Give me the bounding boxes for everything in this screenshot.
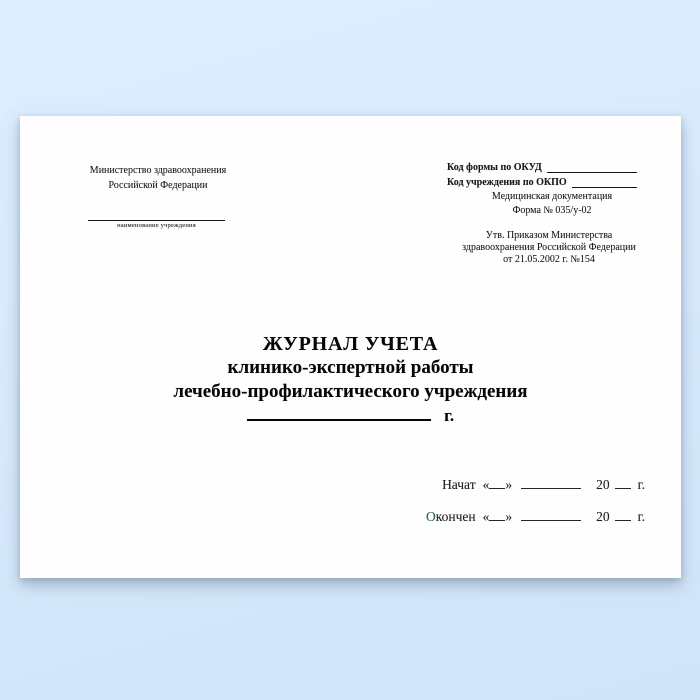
- dates-block: [426, 476, 645, 526]
- form-note-block: [457, 190, 647, 218]
- start-open-quote: «: [482, 477, 490, 492]
- end-month-blank-line: [521, 508, 581, 521]
- journal-year-line: [20, 404, 681, 428]
- start-date-label: Начат: [442, 477, 476, 492]
- okud-blank-line: [547, 160, 637, 173]
- codes-block: [447, 160, 637, 190]
- okpo-label: Код учреждения по ОКПО: [447, 177, 567, 188]
- end-close-quote: »: [505, 509, 513, 524]
- okpo-code-row: [447, 175, 637, 190]
- medical-documentation-label: Медицинская документация: [491, 191, 613, 202]
- approval-line-3: от 21.05.2002 г. №154: [503, 254, 595, 265]
- start-month-blank-line: [521, 476, 581, 489]
- start-date-row: [426, 476, 645, 494]
- end-century-prefix: 20: [596, 509, 610, 524]
- journal-title-line-3: лечебно-профилактического учреждения: [173, 381, 528, 402]
- start-century-prefix: 20: [596, 477, 610, 492]
- journal-title-line-2: клинико-экспертной работы: [227, 357, 474, 378]
- institution-name-blank-line: [88, 220, 225, 221]
- journal-title-line-1: ЖУРНАЛ УЧЕТА: [262, 333, 439, 355]
- end-year-blank-line: [615, 508, 631, 521]
- start-year-blank-line: [615, 476, 631, 489]
- approval-line-1: Утв. Приказом Министерства: [485, 230, 613, 241]
- ministry-block: [61, 163, 255, 193]
- okpo-blank-line: [572, 175, 637, 188]
- start-close-quote: »: [505, 477, 513, 492]
- journal-year-suffix: г.: [444, 406, 455, 425]
- journal-cover-page: [20, 116, 681, 578]
- approval-line-2: здравоохранения Российской Федерации: [462, 242, 636, 253]
- institution-caption: наименование учреждения: [117, 222, 196, 229]
- end-day-blank-line: [489, 508, 505, 521]
- start-day-blank-line: [489, 476, 505, 489]
- okud-label: Код формы по ОКУД: [447, 162, 542, 173]
- end-date-label: Окончен: [426, 509, 476, 524]
- institution-name-block: [88, 220, 225, 230]
- end-date-row: [426, 508, 645, 526]
- ministry-line-1: Министерство здравоохранения: [89, 165, 227, 176]
- journal-title-block: [20, 332, 681, 428]
- okud-code-row: [447, 160, 637, 175]
- journal-year-blank-line: [247, 405, 431, 421]
- end-open-quote: «: [482, 509, 490, 524]
- end-year-suffix: г.: [637, 509, 645, 524]
- form-number-label: Форма № 035/у-02: [512, 205, 592, 216]
- approval-block: [449, 230, 649, 266]
- start-year-suffix: г.: [637, 477, 645, 492]
- ministry-line-2: Российской Федерации: [108, 180, 208, 191]
